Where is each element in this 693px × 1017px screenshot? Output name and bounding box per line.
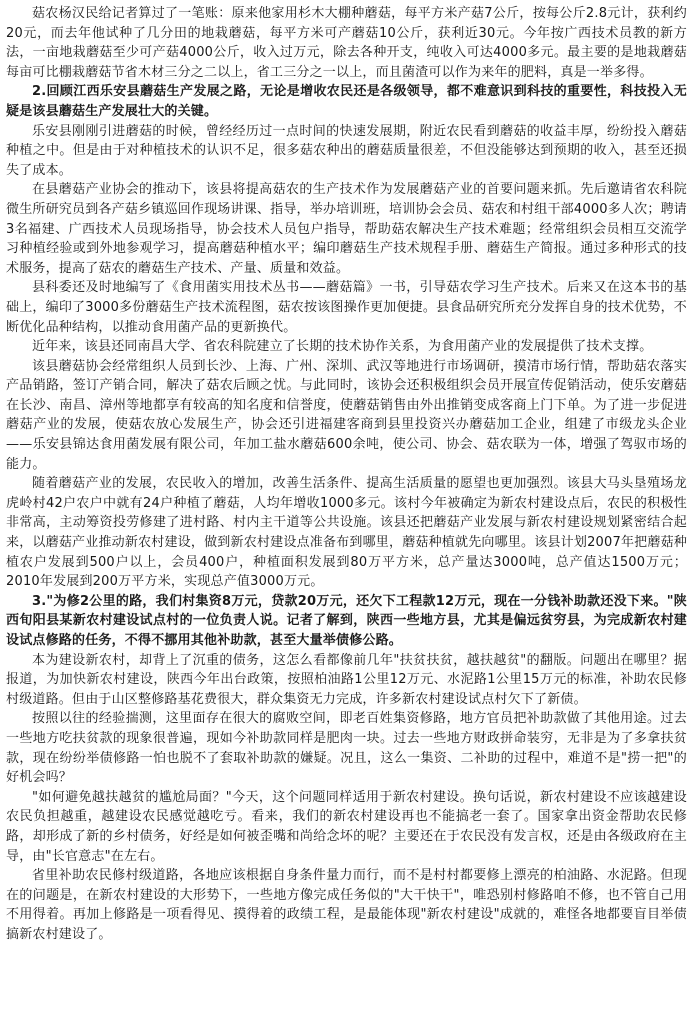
paragraph: 近年来，该县还同南昌大学、省农科院建立了长期的技术协作关系，为食用菌产业的发展提供了技术支撑。 <box>32 339 653 355</box>
paragraph: "如何避免越扶越贫的尴尬局面？"今天，这个问题同样适用于新农村建设。换句话说，新农村建设不应该越建设农民负担越重，越建设农民感觉越吃亏。看来，我们的新农村建设再也不能搞老一套了。国家拿出资金帮助农民修路，却形成了新的乡村债务，好经是如何被歪嘴和尚给念坏的呢？主要还在于农民没有发言权，还是由各级政府在主导，由"长官意志"在左右。 <box>6 789 687 864</box>
paragraph: 本为建设新农村，却背上了沉重的债务，这怎么看都像前几年"扶贫扶贫，越扶越贫"的翻版。问题出在哪里？据报道，为加快新农村建设，陕西今年出台政策，按照柏油路1公里12万元、水泥路1公里15万元的标准，补助农民修村级道路。但由于山区整修路基花费很大，群众集资无力完成，许多新农村建设试点村欠下了新债。 <box>6 652 687 707</box>
paragraph: 省里补助农民修村级道路，各地应该根据自身条件量力而行，而不是村村都要修上漂亮的柏油路、水泥路。但现在的问题是，在新农村建设的大形势下，一些地方像完成任务似的"大干快干"，唯恐别村修路咱不修，也不管自己用不用得着。再加上修路是一项看得见、摸得着的政绩工程，是最能体现"新农村建设"成就的，难怪各地都要盲目举债搞新农村建设了。 <box>6 868 687 942</box>
paragraph: 按照以往的经验揣测，这里面存在很大的腐败空间，即老百姓集资修路，地方官员把补助款做了其他用途。过去一些地方吃扶贫款的现象很普遍，现如今补助款同样是肥肉一块。过去一些地方财政拼命装穷，无非是为了多拿扶贫款，现在纷纷举债修路一怕也脱不了套取补助款的嫌疑。况且，这么一集资、二补助的过程中，难道不是"捞一把"的好机会吗？ <box>6 711 687 786</box>
section-heading-paragraph: 2.回顾江西乐安县蘑菇生产发展之路，无论是增收农民还是各级领导，都不难意识到科技的重要性，科技投入无疑是该县蘑菇生产发展壮大的关键。 <box>6 84 687 119</box>
paragraph: 县科委还及时地编写了《食用菌实用技术丛书——蘑菇篇》一书，引导菇农学习生产技术。后来又在这本书的基础上，编印了3000多份蘑菇生产技术流程图，菇农按该图操作更加便捷。县食品研究所充分发挥自身的技术优势，不断优化品种结构，以推动食用菌产品的更新换代。 <box>6 280 687 335</box>
paragraph: 在县蘑菇产业协会的推动下，该县将提高菇农的生产技术作为发展蘑菇产业的首要问题来抓。先后邀请省农科院微生所研究员到各产菇乡镇巡回作现场讲课、指导，举办培训班，培训协会会员、菇农和村组干部4000多人次；聘请3名福建、广西技术人员现场指导，协会技术人员包户指导，帮助菇农解决生产技术难题；经常组织会员相互交流学习种植经验或到外地参观学习，提高蘑菇种植水平；编印蘑菇生产技术规程手册、蘑菇生产简报。通过多种形式的技术服务，提高了菇农的蘑菇生产技术、产量、质量和效益。 <box>6 182 687 276</box>
article-body <box>6 4 687 945</box>
paragraph: 该县蘑菇协会经常组织人员到长沙、上海、广州、深圳、武汉等地进行市场调研，摸清市场行情，帮助菇农落实产品销路，签订产销合同，解决了菇农后顾之忧。与此同时，该协会还积极组织会员开展宣传促销活动，使乐安蘑菇在长沙、南昌、漳州等地都享有较高的知名度和信誉度，使蘑菇销售由外出推销变成客商上门下单。为了进一步促进蘑菇产业的发展，使菇农放心发展生产，协会还引进福建客商到县里投资兴办蘑菇加工企业，组建了市级龙头企业——乐安县锦达食用菌发展有限公司，年加工盐水蘑菇600余吨，使公司、协会、菇农联为一体，增强了驾驭市场的能力。 <box>6 358 687 472</box>
paragraph: 随着蘑菇产业的发展，农民收入的增加，改善生活条件、提高生活质量的愿望也更加强烈。该县大马头垦殖场龙虎岭村42户农户中就有24户种植了蘑菇，人均年增收1000多元。该村今年被确定为新农村建设点后，农民的积极性非常高，主动筹资投劳修建了进村路、村内主干道等公共设施。该县还把蘑菇产业发展与新农村建设规划紧密结合起来，以蘑菇产业推动新农村建设，做到新农村建设点准备布到哪里，蘑菇种植就先向哪里。该县计划2007年把蘑菇种植农户发展到500户以上，会员400户，种植面积发展到80万平方米，总产量达3000吨，总产值达1500万元；2010年发展到200万平方米，实现总产值3000万元。 <box>6 476 687 590</box>
paragraph: 乐安县刚刚引进蘑菇的时候，曾经经历过一点时间的快速发展期，附近农民看到蘑菇的收益丰厚，纷纷投入蘑菇种植之中。但是由于对种植技术的认识不足，很多菇农种出的蘑菇质量很差，不但没能够达到预期的收入，甚至还损失了成本。 <box>6 123 687 178</box>
paragraph: 菇农杨汉民给记者算过了一笔账：原来他家用杉木大棚种蘑菇，每平方米产菇7公斤，按每公斤2.8元计，获利约20元，而去年他试种了几分田的地栽蘑菇，每平方米可产蘑菇10公斤，获利近30元。今年按广西技术员教的新方法，一亩地栽蘑菇至少可产菇4000公斤，收入过万元，除去各种开支，纯收入可达4000多元。最主要的是地栽蘑菇每亩可比棚栽蘑菇节省木材三分之二以上，省工三分之一以上，而且菌渣可以作为来年的肥料，真是一举多得。 <box>6 6 687 80</box>
section-heading-paragraph: 3."为修2公里的路，我们村集资8万元，贷款20万元，还欠下工程款12万元，现在一分钱补助款还没下来。"陕西旬阳县某新农村建设试点村的一位负责人说。记者了解到，陕西一些地方县，尤其是偏远贫穷县，为完成新农村建设试点修路的任务，不得不挪用其他补助款，甚至大量举债修公路。 <box>6 593 687 648</box>
